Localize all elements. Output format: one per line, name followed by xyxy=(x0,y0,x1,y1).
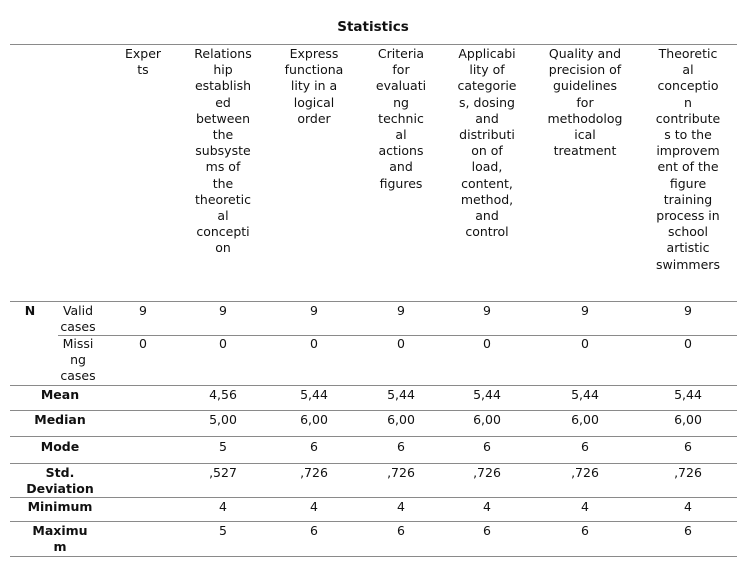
stat-cell: 6 xyxy=(581,439,589,454)
stat-cell: 5,44 xyxy=(473,387,501,402)
row-rule xyxy=(10,497,737,498)
row-rule xyxy=(10,410,737,411)
valid-cell: 9 xyxy=(684,303,692,318)
column-header: Express functiona lity in a logical order xyxy=(284,46,344,126)
stat-cell: ,726 xyxy=(674,465,702,480)
valid-cell: 9 xyxy=(219,303,227,318)
missing-cell: 0 xyxy=(219,336,227,351)
n-label: N xyxy=(24,303,36,318)
row-rule xyxy=(10,463,737,464)
stat-label-minimum: Minimum xyxy=(27,499,93,514)
stat-cell: 6,00 xyxy=(387,412,415,427)
header-top-rule xyxy=(10,44,737,45)
header-bottom-rule xyxy=(10,301,737,302)
valid-cell: 9 xyxy=(581,303,589,318)
stat-cell: ,726 xyxy=(473,465,501,480)
stat-cell: ,726 xyxy=(300,465,328,480)
stat-cell: 6 xyxy=(483,523,491,538)
missing-cell: 0 xyxy=(581,336,589,351)
missing-cell: 0 xyxy=(483,336,491,351)
stat-cell: 4,56 xyxy=(209,387,237,402)
stat-cell: 6 xyxy=(483,439,491,454)
stat-cell: 5,44 xyxy=(571,387,599,402)
stat-cell: 5,00 xyxy=(209,412,237,427)
stat-cell: 5,44 xyxy=(387,387,415,402)
stat-cell: 4 xyxy=(397,499,405,514)
stat-cell: ,726 xyxy=(387,465,415,480)
stat-cell: 5,44 xyxy=(300,387,328,402)
stat-cell: 6 xyxy=(310,523,318,538)
stat-cell: 4 xyxy=(310,499,318,514)
column-header: Theoretic al conceptio n contribute s to the improvem ent of the figure training process in school artistic swimmers xyxy=(655,46,721,272)
stat-cell: 5 xyxy=(219,523,227,538)
stat-cell: 4 xyxy=(684,499,692,514)
missing-cell: 0 xyxy=(397,336,405,351)
row-rule xyxy=(10,521,737,522)
valid-cell: 9 xyxy=(310,303,318,318)
valid-cell: 9 xyxy=(139,303,147,318)
stat-cell: 5,44 xyxy=(674,387,702,402)
stat-cell: ,527 xyxy=(209,465,237,480)
stat-cell: 4 xyxy=(581,499,589,514)
stat-cell: 6 xyxy=(581,523,589,538)
stat-cell: ,726 xyxy=(571,465,599,480)
stat-cell: 5 xyxy=(219,439,227,454)
stat-cell: 6,00 xyxy=(473,412,501,427)
missing-cell: 0 xyxy=(684,336,692,351)
valid-cell: 9 xyxy=(397,303,405,318)
stat-cell: 6 xyxy=(684,439,692,454)
valid-cell: 9 xyxy=(483,303,491,318)
column-header: Quality and precision of guidelines for methodolog ical treatment xyxy=(547,46,623,159)
stat-cell: 6 xyxy=(397,439,405,454)
stat-cell: 6,00 xyxy=(571,412,599,427)
valid-cases-label: Valid cases xyxy=(60,303,96,335)
stat-cell: 4 xyxy=(483,499,491,514)
stat-cell: 6,00 xyxy=(674,412,702,427)
stat-cell: 6,00 xyxy=(300,412,328,427)
table-title: Statistics xyxy=(337,19,409,35)
stat-label-mode: Mode xyxy=(40,439,80,454)
stat-label-median: Median xyxy=(34,412,86,427)
column-header: Applicabi lity of categorie s, dosing and distributi on of load, content, method, and control xyxy=(457,46,517,240)
stat-cell: 6 xyxy=(397,523,405,538)
missing-cases-label: Missi ng cases xyxy=(60,336,96,384)
stat-cell: 4 xyxy=(219,499,227,514)
row-rule xyxy=(10,385,737,386)
column-header: Exper ts xyxy=(124,46,162,78)
column-header: Relations hip establish ed between the subsyste ms of the theoretic al concepti on xyxy=(194,46,252,256)
table-bottom-rule xyxy=(10,556,737,557)
stat-cell: 6 xyxy=(310,439,318,454)
missing-cell: 0 xyxy=(310,336,318,351)
stat-cell: 6 xyxy=(684,523,692,538)
column-header: Criteria for evaluati ng technic al actions and figures xyxy=(375,46,427,191)
stat-label-mean: Mean xyxy=(40,387,80,402)
stat-label-std-deviation: Std. Deviation xyxy=(26,465,94,497)
missing-cell: 0 xyxy=(139,336,147,351)
stat-label-maximum: Maximu m xyxy=(32,523,88,555)
row-rule xyxy=(10,436,737,437)
